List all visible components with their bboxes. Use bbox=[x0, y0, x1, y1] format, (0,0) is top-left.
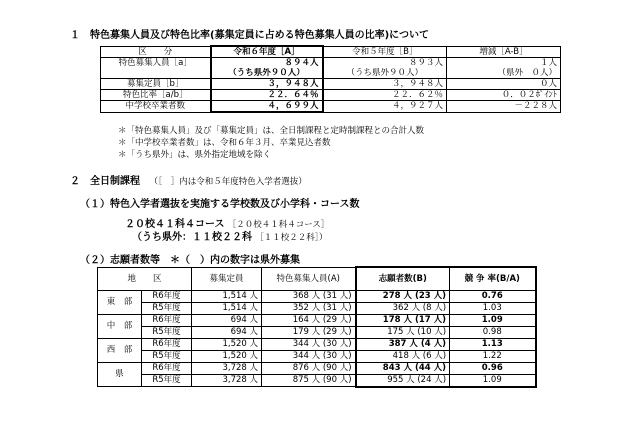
row-label-ratio: 特色比率［a/b］ bbox=[101, 90, 211, 101]
cell-r5-special: ８９３人 bbox=[323, 58, 447, 69]
school-count-prev: ［２０校４１科４コース］ bbox=[227, 220, 330, 230]
cell-diff-quota: ０人 bbox=[447, 79, 561, 90]
region-east: 東 部 bbox=[98, 290, 142, 314]
applicants-table bbox=[97, 266, 537, 388]
section2-title: ２ 全日制課程 bbox=[70, 176, 140, 187]
school-count-line2 bbox=[132, 228, 327, 243]
school-count-outside-prev: ［１１校２２科］） bbox=[255, 233, 328, 243]
quota: 3,728 人 bbox=[192, 362, 262, 374]
applicants-count: 955 人 (24 人) bbox=[356, 374, 450, 387]
school-count-main: ２０校４１科４コース bbox=[125, 219, 225, 230]
header-r6: 令和６年度［A］ bbox=[211, 46, 323, 58]
header-quota: 募集定員 bbox=[192, 267, 262, 290]
competition-ratio: 0.76 bbox=[450, 290, 536, 302]
cell-r5-graduates: ４，９２７人 bbox=[323, 101, 447, 113]
header-category: 区 分 bbox=[101, 46, 211, 58]
section1-heading: １ 特色募集人員及び特色比率(募集定員に占める特色募集人員の比率)について bbox=[70, 30, 429, 41]
quota: 1,514 人 bbox=[192, 302, 262, 314]
note-3: ＊「うち県外」は、県外指定地域を除く bbox=[118, 150, 272, 160]
cell-r5-quota: ３，９４８人 bbox=[323, 79, 447, 90]
cell-diff-ratio: ０．０２ﾎﾟｲﾝﾄ bbox=[447, 90, 561, 101]
cell-r6-graduates: ４，６９９人 bbox=[211, 101, 323, 113]
quota: 694 人 bbox=[192, 326, 262, 338]
special-count: 875 人 (90 人) bbox=[262, 374, 356, 387]
school-count-outside: （うち県外：１１校２２科 bbox=[132, 232, 252, 243]
row-label-special: 特色募集人員［a］ bbox=[101, 58, 211, 79]
cell-r6-ratio: ２２．６４％ bbox=[211, 90, 323, 101]
competition-ratio: 1.13 bbox=[450, 338, 536, 350]
region-central: 中 部 bbox=[98, 314, 142, 338]
competition-ratio: 1.03 bbox=[450, 302, 536, 314]
applicants-count: 362 人 (8 人) bbox=[356, 302, 450, 314]
cell-r5-ratio: ２２．６２％ bbox=[323, 90, 447, 101]
section2-heading bbox=[70, 172, 307, 187]
special-count: 368 人 (31 人) bbox=[262, 290, 356, 302]
region-prefecture: 県 bbox=[98, 362, 142, 387]
subsection2-heading: （２）志願者数等 ＊（ ）内の数字は県外募集 bbox=[80, 255, 300, 266]
cell-diff-special: １人 bbox=[447, 58, 561, 69]
competition-ratio: 1.09 bbox=[450, 374, 536, 387]
special-count: 164 人 (29 人) bbox=[262, 314, 356, 326]
header-ratio: 競 争 率(B/A) bbox=[450, 267, 536, 290]
special-count: 876 人 (90 人) bbox=[262, 362, 356, 374]
special-count: 352 人 (31 人) bbox=[262, 302, 356, 314]
applicants-count: 178 人 (17 人) bbox=[356, 314, 450, 326]
special-count: 344 人 (30 人) bbox=[262, 338, 356, 350]
header-applicants: 志願者数(B) bbox=[356, 267, 450, 290]
year: R6年度 bbox=[142, 290, 192, 302]
competition-ratio: 1.09 bbox=[450, 314, 536, 326]
row-label-quota: 募集定員［b］ bbox=[101, 79, 211, 90]
quota: 1,520 人 bbox=[192, 338, 262, 350]
year: R6年度 bbox=[142, 314, 192, 326]
cell-diff-graduates: －２２８人 bbox=[447, 101, 561, 113]
special-count: 344 人 (30 人) bbox=[262, 350, 356, 362]
applicants-count: 418 人 (6 人) bbox=[356, 350, 450, 362]
cell-r6-quota: ３，９４８人 bbox=[211, 79, 323, 90]
year: R5年度 bbox=[142, 326, 192, 338]
applicants-count: 175 人 (10 人) bbox=[356, 326, 450, 338]
year: R5年度 bbox=[142, 350, 192, 362]
cell-diff-special-outside: （県外 ０人） bbox=[447, 68, 561, 79]
header-region: 地 区 bbox=[98, 267, 192, 290]
year: R5年度 bbox=[142, 302, 192, 314]
section2-note: （［ ］内は令和５年度特色入学者選抜） bbox=[149, 177, 307, 187]
applicants-count: 387 人 (4 人) bbox=[356, 338, 450, 350]
quota: 3,728 人 bbox=[192, 374, 262, 387]
row-label-graduates: 中学校卒業者数 bbox=[101, 101, 211, 113]
year: R6年度 bbox=[142, 338, 192, 350]
note-2: ＊「中学校卒業者数」は、令和６年３月、卒業見込者数 bbox=[118, 138, 331, 148]
header-r5: 令和５年度［B］ bbox=[323, 46, 447, 58]
year: R6年度 bbox=[142, 362, 192, 374]
cell-r6-special-outside: （うち県外９０人） bbox=[211, 68, 323, 79]
applicants-count: 278 人 (23 人) bbox=[356, 290, 450, 302]
subsection1-heading: （１）特色入学者選抜を実施する学校数及び小学科・コース数 bbox=[80, 199, 360, 210]
cell-r5-special-outside: （うち県外９０人） bbox=[323, 68, 447, 79]
year: R5年度 bbox=[142, 374, 192, 387]
quota: 1,514 人 bbox=[192, 290, 262, 302]
header-special: 特色募集人員(A) bbox=[262, 267, 356, 290]
header-diff: 増減［A-B］ bbox=[447, 46, 561, 58]
note-1: ＊「特色募集人員」及び「募集定員」は、全日制課程と定時制課程との合計人数 bbox=[118, 126, 425, 136]
special-ratio-table bbox=[100, 45, 561, 113]
quota: 1,520 人 bbox=[192, 350, 262, 362]
applicants-count: 843 人 (44 人) bbox=[356, 362, 450, 374]
competition-ratio: 0.98 bbox=[450, 326, 536, 338]
cell-r6-special: ８９４人 bbox=[211, 58, 323, 69]
competition-ratio: 1.22 bbox=[450, 350, 536, 362]
special-count: 179 人 (29 人) bbox=[262, 326, 356, 338]
quota: 694 人 bbox=[192, 314, 262, 326]
competition-ratio: 0.96 bbox=[450, 362, 536, 374]
region-west: 西 部 bbox=[98, 338, 142, 362]
